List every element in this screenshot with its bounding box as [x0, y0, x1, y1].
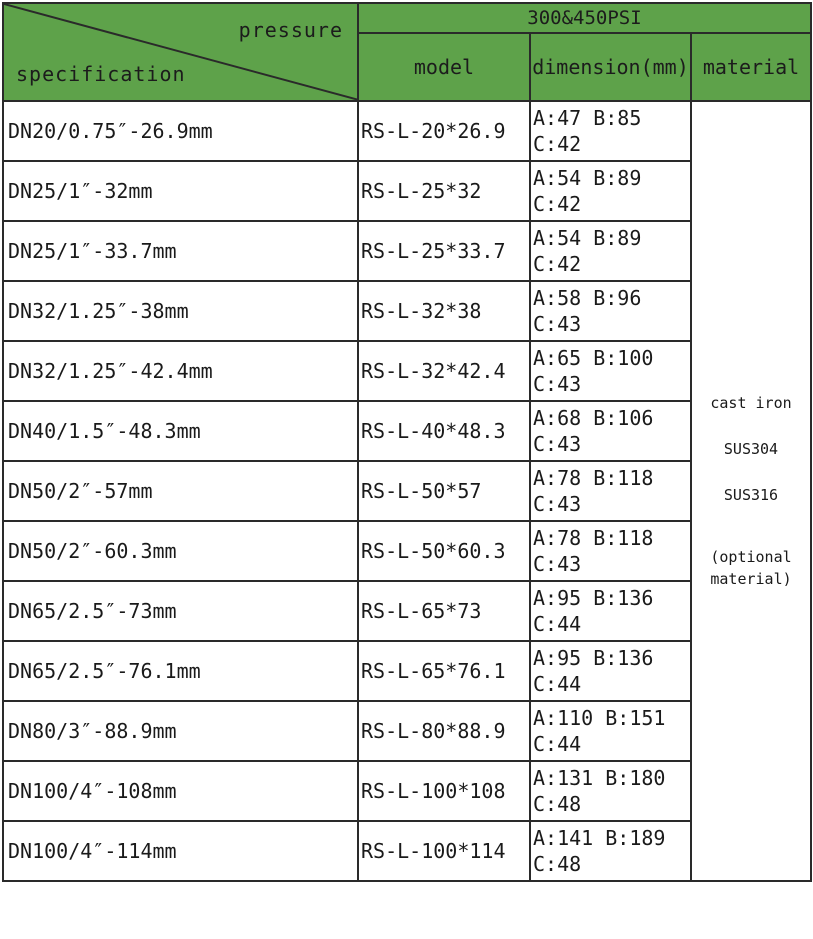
dimension-ab: A:110 B:151 [533, 706, 666, 730]
table-row [3, 641, 811, 701]
dimension-c: C:43 [533, 372, 582, 396]
model-cell: RS-L-25*32 [358, 161, 530, 221]
dimension-cell [530, 101, 691, 161]
dimension-ab: A:95 B:136 [533, 586, 654, 610]
diagonal-header-cell [3, 3, 358, 101]
model-cell: RS-L-25*33.7 [358, 221, 530, 281]
dimension-header: dimension(mm) [530, 33, 691, 101]
model-cell: RS-L-50*57 [358, 461, 530, 521]
specification-table [2, 2, 812, 882]
material-header: material [691, 33, 811, 101]
dimension-c: C:44 [533, 732, 582, 756]
pressure-label: pressure [238, 18, 343, 42]
dimension-cell [530, 221, 691, 281]
dimension-cell [530, 521, 691, 581]
spec-cell: DN50/2″-57mm [3, 461, 358, 521]
table-row [3, 701, 811, 761]
dimension-ab: A:141 B:189 [533, 826, 666, 850]
spec-cell: DN80/3″-88.9mm [3, 701, 358, 761]
table-body [3, 101, 811, 881]
dimension-ab: A:78 B:118 [533, 526, 654, 550]
spec-cell: DN32/1.25″-38mm [3, 281, 358, 341]
dimension-c: C:42 [533, 192, 582, 216]
spec-cell: DN65/2.5″-73mm [3, 581, 358, 641]
specification-label: specification [16, 62, 186, 86]
table-row [3, 761, 811, 821]
dimension-c: C:42 [533, 252, 582, 276]
model-header: model [358, 33, 530, 101]
table-row [3, 581, 811, 641]
dimension-c: C:48 [533, 792, 582, 816]
dimension-ab: A:58 B:96 [533, 286, 642, 310]
pressure-value-header: 300&450PSI [358, 3, 811, 33]
dimension-cell [530, 461, 691, 521]
table-row [3, 461, 811, 521]
dimension-c: C:43 [533, 552, 582, 576]
model-cell: RS-L-65*76.1 [358, 641, 530, 701]
material-cell [691, 101, 811, 881]
spec-cell: DN25/1″-33.7mm [3, 221, 358, 281]
dimension-c: C:44 [533, 612, 582, 636]
model-cell: RS-L-32*42.4 [358, 341, 530, 401]
material-cast-iron: cast iron [710, 394, 792, 412]
table-row [3, 521, 811, 581]
model-cell: RS-L-65*73 [358, 581, 530, 641]
dimension-ab: A:47 B:85 [533, 106, 642, 130]
table-row [3, 401, 811, 461]
dimension-ab: A:68 B:106 [533, 406, 654, 430]
dimension-c: C:44 [533, 672, 582, 696]
model-cell: RS-L-100*108 [358, 761, 530, 821]
model-cell: RS-L-80*88.9 [358, 701, 530, 761]
model-cell: RS-L-32*38 [358, 281, 530, 341]
dimension-ab: A:65 B:100 [533, 346, 654, 370]
dimension-cell [530, 341, 691, 401]
dimension-cell [530, 281, 691, 341]
spec-cell: DN100/4″-108mm [3, 761, 358, 821]
dimension-ab: A:54 B:89 [533, 166, 642, 190]
dimension-ab: A:131 B:180 [533, 766, 666, 790]
dimension-cell [530, 641, 691, 701]
dimension-c: C:43 [533, 432, 582, 456]
dimension-cell [530, 401, 691, 461]
dimension-ab: A:95 B:136 [533, 646, 654, 670]
dimension-ab: A:78 B:118 [533, 466, 654, 490]
table-row [3, 281, 811, 341]
table-row [3, 821, 811, 881]
dimension-cell [530, 581, 691, 641]
model-cell: RS-L-40*48.3 [358, 401, 530, 461]
model-cell: RS-L-100*114 [358, 821, 530, 881]
spec-cell: DN50/2″-60.3mm [3, 521, 358, 581]
model-cell: RS-L-20*26.9 [358, 101, 530, 161]
material-sus316: SUS316 [723, 486, 779, 504]
spec-cell: DN32/1.25″-42.4mm [3, 341, 358, 401]
dimension-c: C:48 [533, 852, 582, 876]
dimension-cell [530, 701, 691, 761]
spec-cell: DN40/1.5″-48.3mm [3, 401, 358, 461]
dimension-cell [530, 821, 691, 881]
table-row [3, 221, 811, 281]
table-row [3, 161, 811, 221]
dimension-ab: A:54 B:89 [533, 226, 642, 250]
table-row [3, 341, 811, 401]
table-row [3, 101, 811, 161]
spec-cell: DN65/2.5″-76.1mm [3, 641, 358, 701]
material-optional-line2: material) [710, 570, 792, 588]
material-sus304: SUS304 [723, 440, 779, 458]
dimension-cell [530, 161, 691, 221]
dimension-c: C:43 [533, 312, 582, 336]
spec-cell: DN20/0.75″-26.9mm [3, 101, 358, 161]
dimension-c: C:42 [533, 132, 582, 156]
spec-cell: DN100/4″-114mm [3, 821, 358, 881]
spec-cell: DN25/1″-32mm [3, 161, 358, 221]
dimension-c: C:43 [533, 492, 582, 516]
dimension-cell [530, 761, 691, 821]
material-optional-line1: (optional [710, 548, 792, 566]
model-cell: RS-L-50*60.3 [358, 521, 530, 581]
